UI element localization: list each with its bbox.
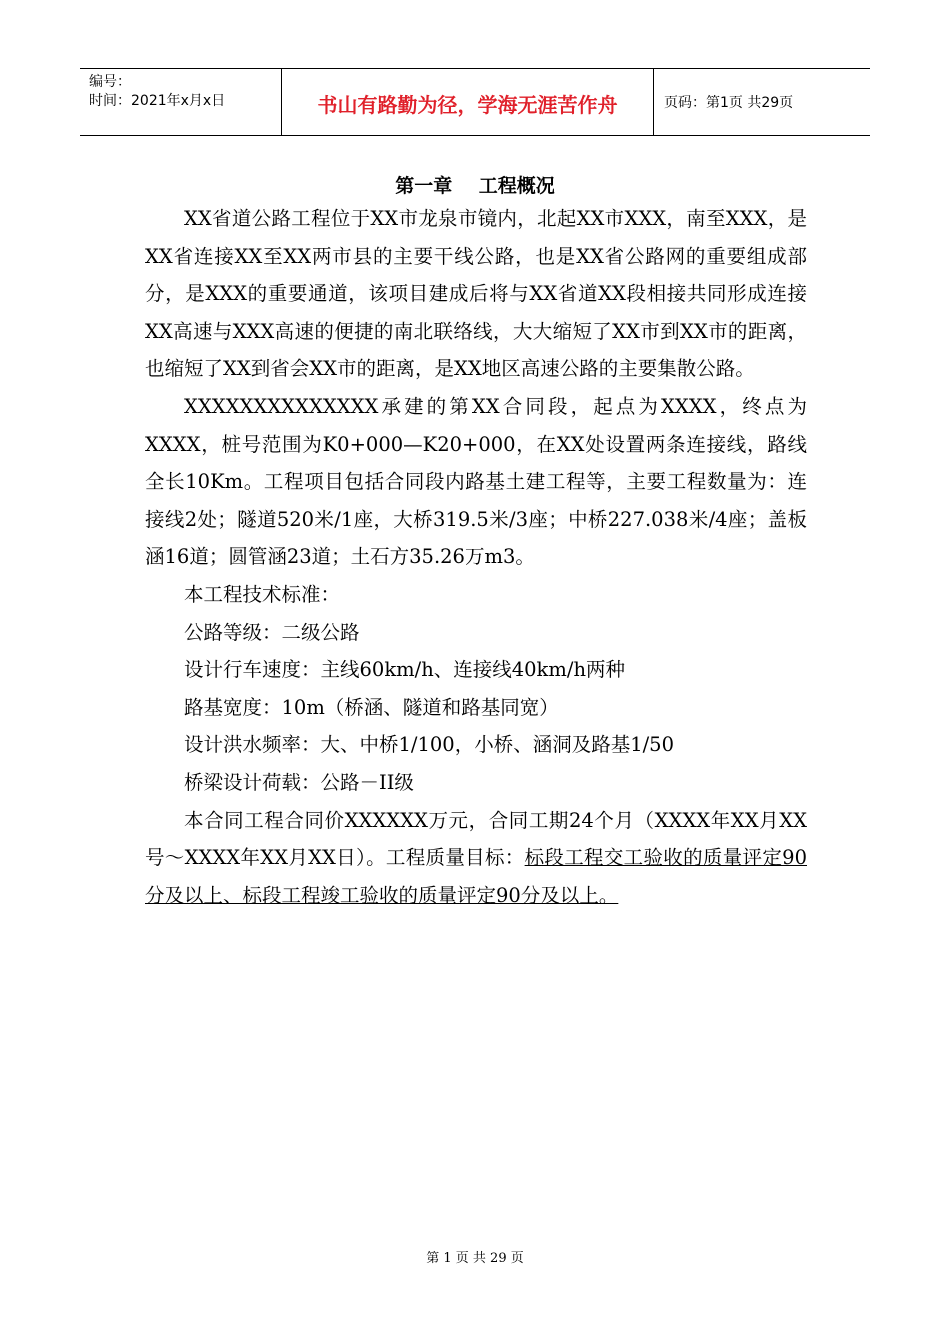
page-footer: 第 1 页 共 29 页 <box>426 1251 524 1266</box>
contract-price-text: 本合同工程合同价XXXXXX万元，合同工期24个月（XXXX年XX月XX号～XXXX年XX月XX日）。工程质量目标： <box>145 808 807 870</box>
header-page-info: 页码：第1页 共29页 <box>664 95 794 111</box>
quality-target-text: 标段工程交工验收的质量评定90分及以上、标段工程竣工验收的质量评定90分及以上。 <box>145 846 807 907</box>
chapter-title: 第一章 工程概况 <box>395 175 555 197</box>
document-body <box>145 200 807 914</box>
header-info-cell <box>80 69 282 135</box>
tech-standard-width: 路基宽度：10m（桥涵、隧道和路基同宽） <box>184 695 559 719</box>
tech-standard-intro: 本工程技术标准： <box>184 582 341 606</box>
tech-standard-load: 桥梁设计荷载：公路－II级 <box>184 770 414 794</box>
tech-standard-flood: 设计洪水频率：大、中桥1/100，小桥、涵洞及路基1/50 <box>184 733 674 757</box>
paragraph-contract-section: XXXXXXXXXXXXXX承建的第XX合同段，起点为XXXX，终点为XXXX，桩号范围为K0+000—K20+000，在XX处设置两条连接线，路线全长10Km。工程项目包括合同段内路基土建工程等，主要工程数量为：连接线2处；隧道520米/1座，大桥319.5米/3座；中桥227.038米/4座；盖板涵16道；圆管涵23道；土石方35.26万m3。 <box>145 394 807 569</box>
document-time-label: 时间：2021年x月x日 <box>89 93 226 109</box>
paragraph-contract-price <box>145 802 807 915</box>
document-number-label: 编号： <box>89 74 131 90</box>
tech-standard-speed: 设计行车速度：主线60km/h、连接线40km/h两种 <box>184 658 625 682</box>
page-header <box>80 68 870 136</box>
paragraph-overview: XX省道公路工程位于XX市龙泉市镜内，北起XX市XXX，南至XXX，是XX省连接XX至XX两市县的主要干线公路，也是XX省公路网的重要组成部分，是XXX的重要通道，该项目建成后将与XX省道XX段相接共同形成连接XX高速与XXX高速的便捷的南北联络线，大大缩短了XX市到XX市的距离，也缩短了XX到省会XX市的距离，是XX地区高速公路的主要集散公路。 <box>145 207 807 381</box>
header-motto: 书山有路勤为径，学海无涯苦作舟 <box>282 69 654 135</box>
tech-standard-grade: 公路等级：二级公路 <box>184 620 360 644</box>
